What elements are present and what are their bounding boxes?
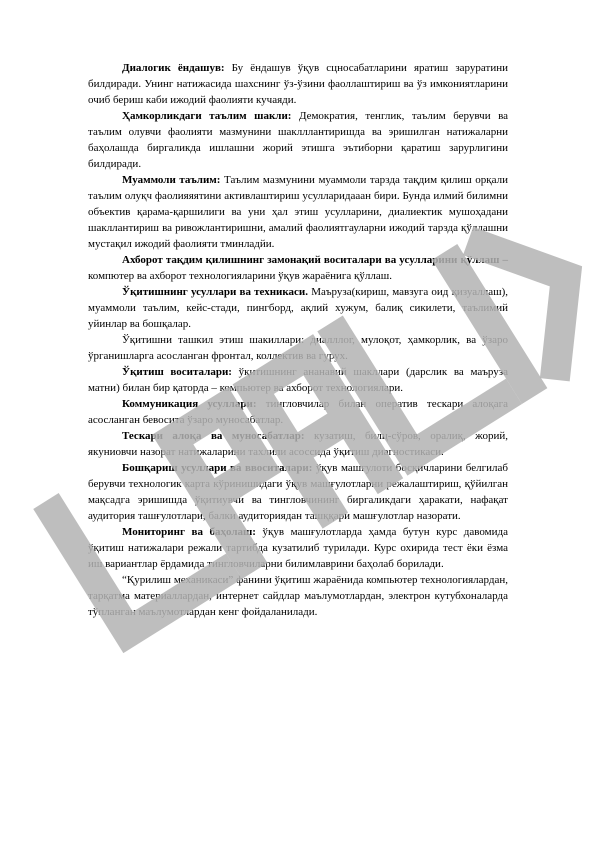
paragraph-management bbox=[88, 460, 508, 524]
paragraph-teaching-methods bbox=[88, 284, 508, 332]
paragraph-problem-learning bbox=[88, 172, 508, 252]
term: Бошқариш усуллари ва ввоситалари: bbox=[122, 462, 313, 474]
paragraph-modern-info-tools bbox=[88, 252, 508, 284]
term: Ўқитишнинг усуллари ва техникаси. bbox=[122, 286, 309, 298]
paragraph-text: Ўқитишни ташкил этиш шакиллари: диалллог, мулоқот, ҳамкорлик, ва ўзаро ўрганишларга асосланган фронтал, коллектив ва гурух. bbox=[88, 334, 508, 362]
term: Муаммоли таълим: bbox=[122, 174, 221, 186]
paragraph-text: Таълим мазмунини муаммоли тарзда тақдим қилиш орқали таълим олуқч фаолияяятини активлаштириш усулларидааан бири. Бунда илмий билимни объектив қарама-қаршилиги ва уни ҳал этиш усулларини, диалиектик мушоҳадани шакллантириш ва ривожлантиришни, амалий фаолиятгауларни ижодий тарзда қўллашни мустақил ижодий фаолияти тминладйи. bbox=[88, 174, 508, 250]
paragraph-monitoring bbox=[88, 524, 508, 572]
paragraph-text: “Қурилиш механикаси” фанини ўқитиш жараёнида компьютер технологиялардан, тарқатма материаллардан, интернет сайдлар маълумотлардан, электрон кутубхоналарда тўпланган маълумотлардан кенг фойдаланилади. bbox=[88, 574, 508, 618]
paragraph-text: ўқув машғулоти босқичларини белгилаб берувчи технологик карта кўринишидаги ўқув машғулотларни режалаштириш, қўйилган мақсадга эришишда ўқитиувчи ва тингловчининг биргаликдаги ҳаракати, нафақат аудитория ташғулотлари, балки аудиториядан ташққари машғулотлар назорати. bbox=[88, 462, 508, 522]
paragraph-communication bbox=[88, 396, 508, 428]
term: Ҳамкорликдаги таълим шакли: bbox=[122, 110, 292, 122]
term: Ўқитиш воситалари: bbox=[122, 366, 232, 378]
term: Тескари алоқа ва муносабатлар: bbox=[122, 430, 305, 442]
paragraph-text: ўқитишнинг ананавий шакллари (дарслик ва маъруза матни) билан бир қаторда – компьютер ва ахборот технологиялари. bbox=[88, 366, 508, 394]
paragraph-teaching-tools bbox=[88, 364, 508, 396]
paragraph-text: компютер ва ахборот технологияларини ўқув жараёнига қўллаш. bbox=[88, 270, 392, 282]
paragraph-organization-forms bbox=[88, 332, 508, 364]
term: Диалогик ёндашув: bbox=[122, 62, 225, 74]
paragraph-text: кузатиш, билц-сўров, оралиқ, жорий, якуниовчи назорат натижаларини тахлили асоссида ўқитиш диагностикаси. bbox=[88, 430, 508, 458]
paragraph-cooperative-learning bbox=[88, 108, 508, 172]
term: Коммуникация усуллари: bbox=[122, 398, 257, 410]
paragraph-feedback bbox=[88, 428, 508, 460]
paragraph-dialogic-approach bbox=[88, 60, 508, 108]
term: Мониторинг ва баҳолаш: bbox=[122, 526, 256, 538]
term: Ахборот тақдим қилишнинг замонақий воситалари ва усулларини қўллаш – bbox=[122, 254, 508, 266]
paragraph-construction-mechanics bbox=[88, 572, 508, 620]
paragraph-text: тингловчилар билан оператив тескари алоқага асосланган бевосита ўзаро муносабатлар. bbox=[88, 398, 509, 426]
paragraph-text: ўқув машғулотларда ҳамда бутун курс давомида ўқитиш натижалари режали тартибда кузатилиб турилади. Курс охирида тест ёки ёзма иш вариантлар ёрдамида тингловчиларни билимлаврини баҳолаб борилади. bbox=[88, 526, 508, 570]
paragraph-text: Бу ёндашув ўқув сцносабатларини яратиш заруратини билдиради. Унинг натижасида шахснинг ўз-ўзини фаоллаштириш ва ўз имкониятларини очиб бериш каби ижодий фаолияти кучаяди. bbox=[88, 62, 508, 106]
paragraph-text: Демократия, тенглик, таълим берувчи ва таълим олувчи фаолияти мазмунини шаклллантиришда ва эришилган натижаларни баҳолашда биргаликда ишлашни жорий этишга эътиборни қаратиш зарурлигини билдиради. bbox=[88, 110, 508, 170]
paragraph-text: Маъруза(кириш, мавзуга оид қизуаллаш), муаммоли таълим, кейс-стади, пингборд, ақлий хужум, балиқ сикилети, таълимий уйинлар ва бошқалар. bbox=[88, 286, 508, 330]
document-body bbox=[88, 60, 508, 620]
